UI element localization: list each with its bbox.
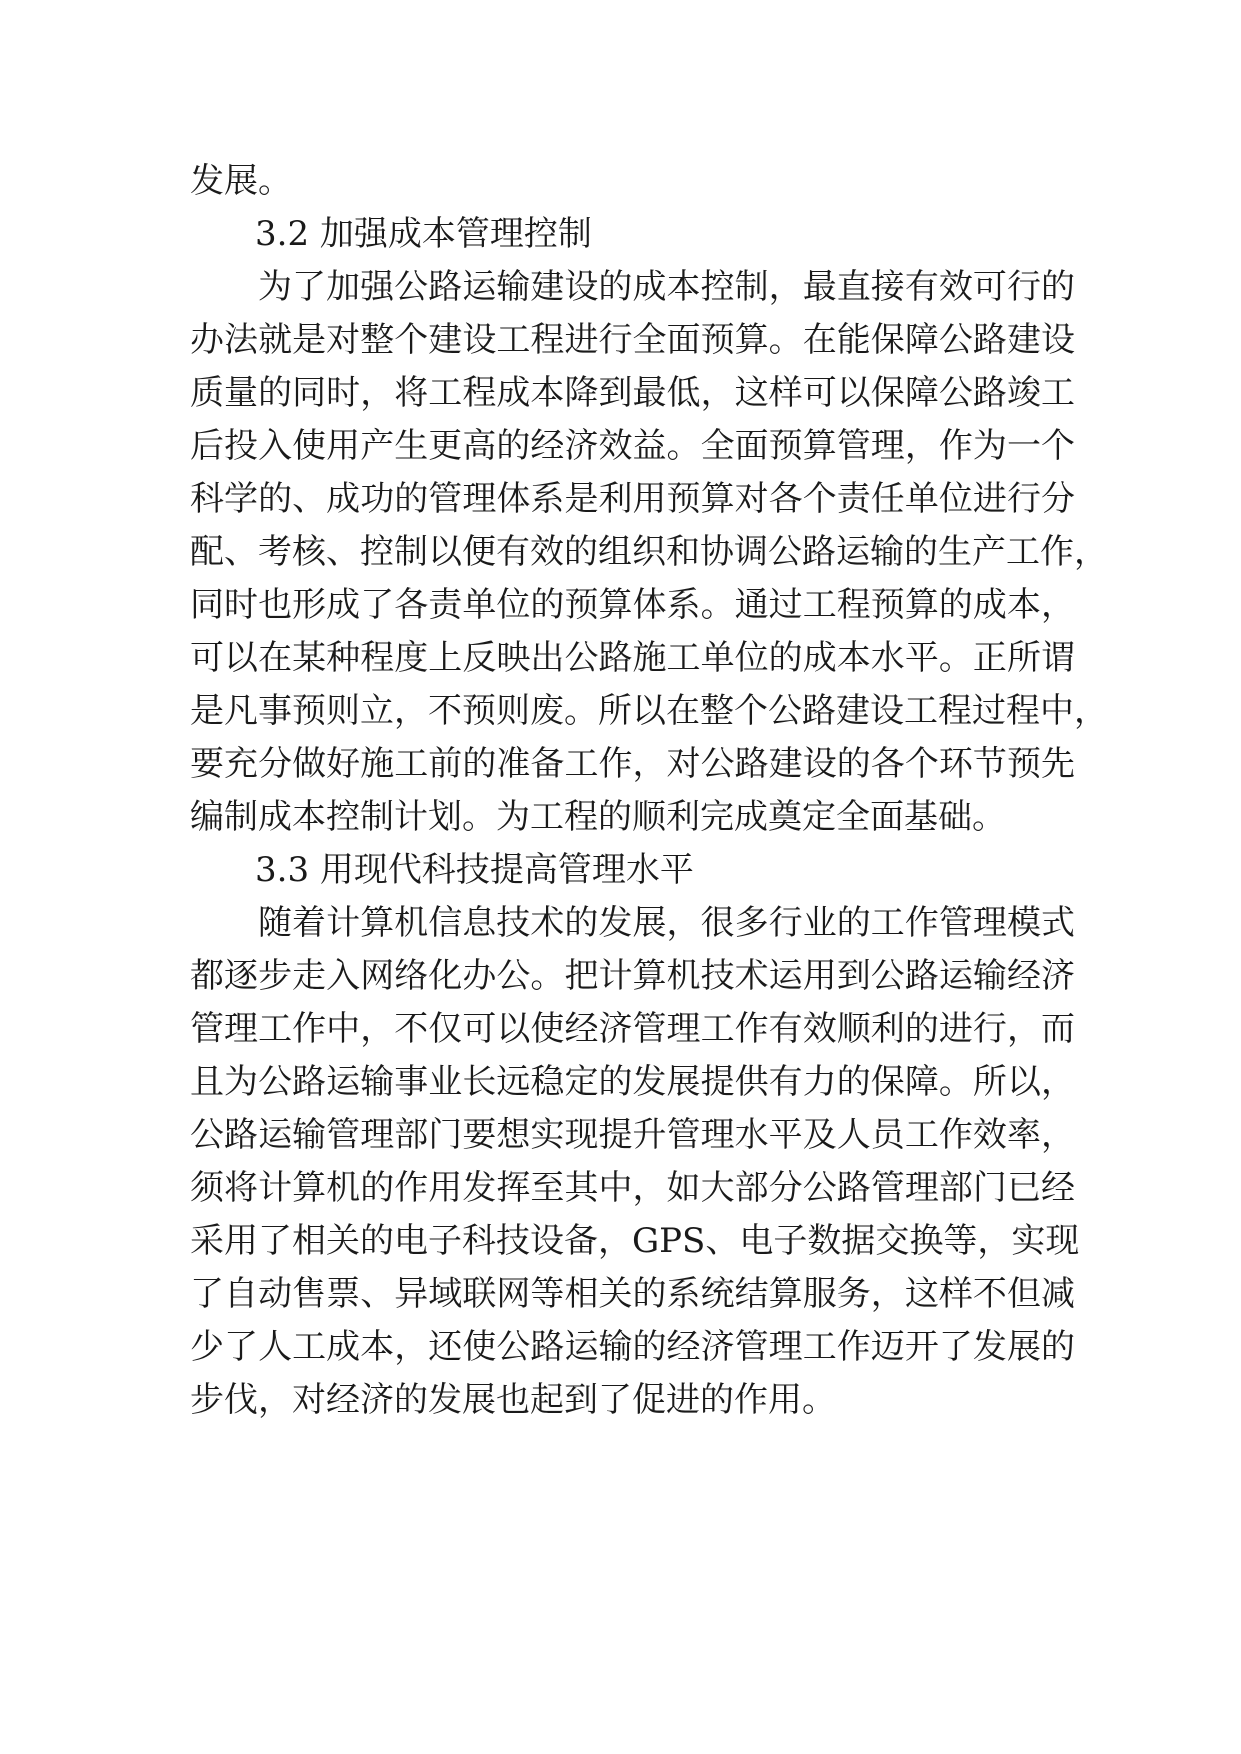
paragraph-line: 为了加强公路运输建设的成本控制，最直接有效可行的	[258, 267, 1075, 307]
paragraph-line: 科学的、成功的管理体系是利用预算对各个责任单位进行分	[190, 479, 1075, 519]
intro-line: 发展。	[190, 161, 292, 201]
paragraph-line: 管理工作中，不仅可以使经济管理工作有效顺利的进行，而	[190, 1009, 1075, 1049]
section-3-2-paragraph	[190, 261, 1108, 844]
paragraph-line: 质量的同时，将工程成本降到最低，这样可以保障公路竣工	[190, 373, 1075, 413]
paragraph-line: 是凡事预则立，不预则废。所以在整个公路建设工程过程中，	[190, 691, 1108, 731]
paragraph-line: 公路运输管理部门要想实现提升管理水平及人员工作效率，	[190, 1115, 1075, 1155]
paragraph-line: 须将计算机的作用发挥至其中，如大部分公路管理部门已经	[190, 1168, 1075, 1208]
paragraph-line: 要充分做好施工前的准备工作，对公路建设的各个环节预先	[190, 744, 1075, 784]
paragraph-line: 配、考核、控制以便有效的组织和协调公路运输的生产工作，	[190, 532, 1108, 572]
paragraph-line: 随着计算机信息技术的发展，很多行业的工作管理模式	[258, 903, 1075, 943]
paragraph-line: 可以在某种程度上反映出公路施工单位的成本水平。正所谓	[190, 638, 1075, 678]
paragraph-line-last: 编制成本控制计划。为工程的顺利完成奠定全面基础。	[190, 797, 1006, 837]
paragraph-line: 同时也形成了各责单位的预算体系。通过工程预算的成本，	[190, 585, 1075, 625]
paragraph-line: 都逐步走入网络化办公。把计算机技术运用到公路运输经济	[190, 956, 1075, 996]
paragraph-line: 办法就是对整个建设工程进行全面预算。在能保障公路建设	[190, 320, 1075, 360]
paragraph-line: 后投入使用产生更高的经济效益。全面预算管理，作为一个	[190, 426, 1075, 466]
section-3-2-heading: 3.2 加强成本管理控制	[255, 214, 592, 254]
section-3-3-paragraph	[190, 897, 1080, 1427]
paragraph-line: 少了人工成本，还使公路运输的经济管理工作迈开了发展的	[190, 1327, 1075, 1367]
section-3-3-heading: 3.3 用现代科技提高管理水平	[255, 850, 694, 890]
paragraph-line-last: 步伐，对经济的发展也起到了促进的作用。	[190, 1380, 836, 1420]
paragraph-line: 了自动售票、异域联网等相关的系统结算服务，这样不但减	[190, 1274, 1075, 1314]
paragraph-line: 且为公路运输事业长远稳定的发展提供有力的保障。所以，	[190, 1062, 1075, 1102]
document-body	[190, 155, 1108, 1427]
paragraph-line: 采用了相关的电子科技设备，GPS、电子数据交换等，实现	[190, 1221, 1080, 1261]
